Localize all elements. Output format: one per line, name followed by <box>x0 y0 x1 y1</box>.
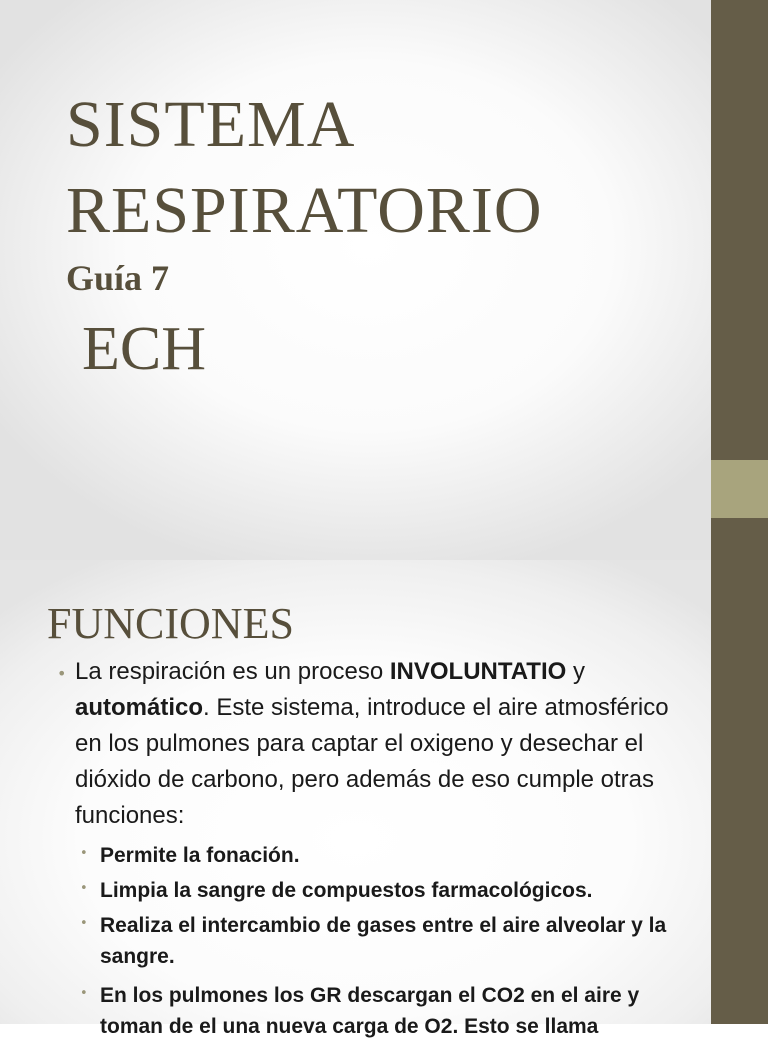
paragraph-text-2: y <box>566 658 585 685</box>
list-item <box>80 840 680 871</box>
list-item <box>80 980 680 1042</box>
sidebar-bar-bottom <box>711 518 768 1024</box>
sidebar-bar-top <box>711 0 768 460</box>
list-item <box>80 910 680 972</box>
bullet-dot-icon: • <box>57 664 67 683</box>
section-heading: FUNCIONES <box>47 599 294 648</box>
bullet-dot-icon: • <box>80 846 88 861</box>
slide-title-line-2: RESPIRATORIO <box>66 174 543 247</box>
paragraph-bold-2: automático <box>75 694 204 721</box>
title-slide <box>0 0 711 560</box>
slide-code: ECH <box>82 315 206 383</box>
bullet-dot-icon: • <box>80 881 88 896</box>
main-paragraph <box>75 654 675 834</box>
sidebar-accent-block <box>711 460 768 518</box>
function-list <box>80 840 680 1046</box>
paragraph-text-1: La respiración es un proceso <box>75 658 390 685</box>
list-item-text: Permite la fonación. <box>100 844 300 867</box>
content-slide <box>0 560 711 1038</box>
paragraph-text-3: . Este sistema, introduce el aire atmosférico en los pulmones para captar el oxigeno y desechar el dióxido de carbono, pero además de eso cumple otras funciones: <box>75 694 669 829</box>
list-item <box>80 875 680 906</box>
slide-subtitle: Guía 7 <box>66 258 170 298</box>
slide-title-line-1: SISTEMA <box>66 88 356 161</box>
list-item-text: Limpia la sangre de compuestos farmacológicos. <box>100 879 593 902</box>
paragraph-bold-1: INVOLUNTATIO <box>389 658 567 685</box>
bullet-dot-icon: • <box>80 986 88 1001</box>
bullet-dot-icon: • <box>80 916 88 931</box>
list-item-text: En los pulmones los GR descargan el CO2 en el aire y toman de el una nueva carga de O2. Esto se llama <box>100 984 640 1038</box>
list-item-text: Realiza el intercambio de gases entre el aire alveolar y la sangre. <box>100 914 667 968</box>
